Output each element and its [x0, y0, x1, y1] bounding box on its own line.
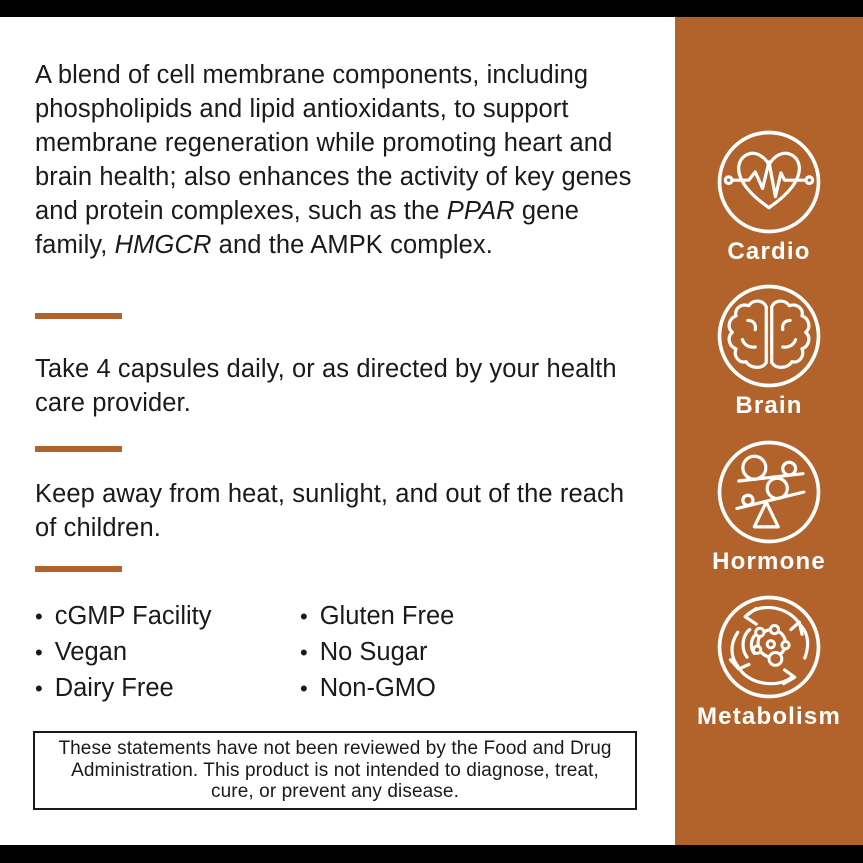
list-item — [300, 670, 600, 706]
gene-name-ppar: PPAR — [446, 197, 515, 225]
benefits-list-left-column — [35, 598, 285, 706]
bullet-icon: • — [300, 676, 308, 701]
list-item — [300, 598, 600, 634]
list-item-label: cGMP Facility — [54, 602, 212, 630]
hormone-balance-scale-icon — [714, 437, 824, 547]
list-item-label: Non-GMO — [319, 674, 436, 702]
fda-disclaimer-box — [33, 731, 637, 810]
icon-label-brain: Brain — [735, 392, 803, 419]
brain-icon — [714, 281, 824, 391]
bullet-icon: • — [35, 640, 43, 665]
dosage-paragraph: Take 4 capsules daily, or as directed by your health care provider. — [35, 355, 617, 417]
list-item — [300, 634, 600, 670]
benefits-list-right-column — [300, 598, 600, 706]
bullet-icon: • — [300, 604, 308, 629]
description-paragraph: A blend of cell membrane components, including phospholipids and lipid antioxidants, to support membrane regeneration while promoting heart and brain health; also enhances the activity of key genes and protein complexes, such as the PPAR gene family, HMGCR and the AMPK complex. — [35, 61, 632, 259]
bottom-black-bar — [0, 845, 863, 863]
description-text: A blend of cell membrane components, including phospholipids and lipid antioxidants, to support membrane regeneration while promoting heart and brain health; also enhances the activity of key genes and protein complexes, such as the — [35, 61, 632, 225]
fda-disclaimer-text: These statements have not been reviewed by the Food and Drug Administration. This product is not intended to diagnose, treat, cure, or prevent any disease. — [58, 738, 612, 802]
bullet-icon: • — [300, 640, 308, 665]
list-item-label: Dairy Free — [54, 674, 174, 702]
list-item-label: Gluten Free — [319, 602, 455, 630]
icon-label-hormone: Hormone — [712, 548, 826, 575]
icon-label-cardio: Cardio — [727, 238, 811, 265]
gene-name-hmgcr: HMGCR — [114, 231, 212, 259]
section-divider — [35, 313, 122, 319]
list-item — [35, 634, 285, 670]
bullet-icon: • — [35, 676, 43, 701]
metabolism-cycle-icon — [714, 592, 824, 702]
list-item — [35, 598, 285, 634]
bullet-icon: • — [35, 604, 43, 629]
section-divider — [35, 566, 122, 572]
list-item-label: Vegan — [54, 638, 128, 666]
icon-label-metabolism: Metabolism — [696, 703, 842, 730]
storage-paragraph: Keep away from heat, sunlight, and out of the reach of children. — [35, 480, 625, 542]
list-item — [35, 670, 285, 706]
list-item-label: No Sugar — [319, 638, 428, 666]
top-black-bar — [0, 0, 863, 17]
cardio-heart-pulse-icon — [714, 127, 824, 237]
section-divider — [35, 446, 122, 452]
